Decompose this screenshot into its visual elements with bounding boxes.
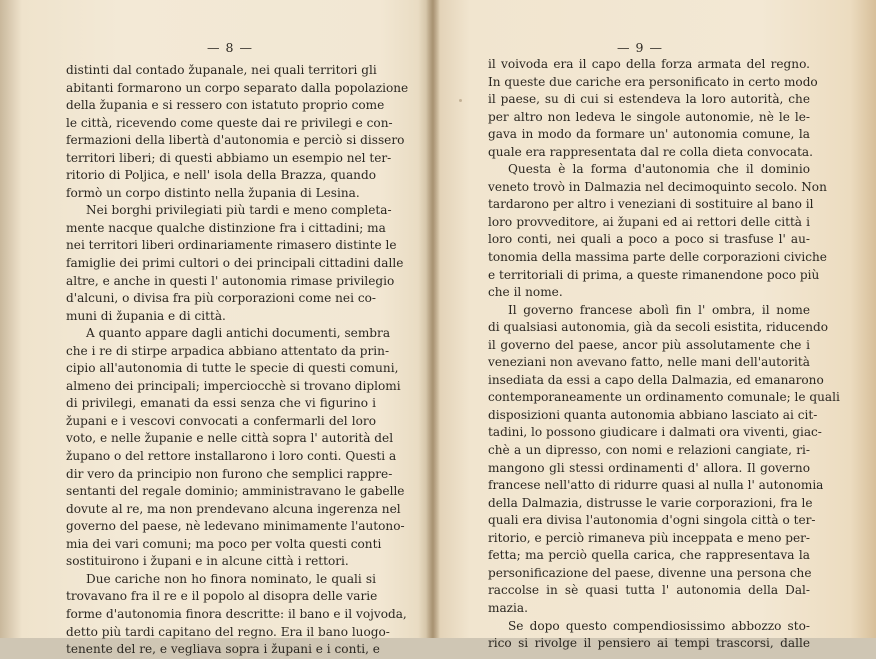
text-line: tardarono per altro i veneziani di sostituire al bano il [488,197,814,212]
text-line: tadini, lo possono giudicare i dalmati ora viventi, giac- [488,425,822,440]
text-line: mangono gli stessi ordinamenti d' allora. Il governo [488,460,810,475]
text-line: voto, e nelle županie e nelle città sopra l' autorità del [66,431,394,446]
text-line: župani e i vescovi convocati a confermarli del loro [66,413,376,428]
text-line: fetta; ma perciò quella carica, che rappresentava la [488,548,810,563]
text-line: insediata da essi a capo della Dalmazia, ed emanarono [488,372,824,387]
text-line: almeno dei principali; imperciocchè si trovano diplomi [66,378,401,393]
text-line: loro provveditore, ai župani ed ai rettori delle città i [488,214,810,229]
text-line: nei territori liberi ordinariamente rimasero distinte le [66,238,397,253]
paper-stain [459,99,462,102]
text-line: forme d'autonomia finora descritte: il bano e il vojvoda, [66,606,407,621]
text-line: territori liberi; di questi abbiamo un esempio nel ter- [66,150,392,165]
text-line: il governo del paese, ancor più assolutamente che i [488,337,810,352]
text-line: trovavano fra il re e il popolo al disopra delle varie [66,589,378,604]
text-line: dovute al re, ma non prendevano alcuna ingerenza nel [66,501,401,516]
text-line: veneto trovò in Dalmazia nel decimoquinto secolo. Non [488,179,827,194]
right-page [432,0,876,651]
text-line: di qualsiasi autonomia, già da secoli esistita, riducendo [488,320,829,335]
text-line: tonomia della massima parte delle corporazioni civiche [488,250,827,265]
page-number-right: — 9 — [617,40,663,55]
text-line: tenente del re, e vegliava sopra i župani e i conti, e [66,642,380,657]
text-line: della Dalmazia, distrusse le varie corporazioni, fra le [488,495,813,510]
text-line: muni di župania e di città. [66,308,226,323]
text-line: veneziani non avevano fatto, nelle mani dell'autorità [488,355,810,370]
text-line: Se dopo questo compendiosissimo abbozzo sto- [508,618,810,633]
text-line: personificazione del paese, divenne una persona che [488,565,812,580]
text-line: chè a un dipresso, con nomi e relazioni cangiate, ri- [488,443,810,458]
left-page-body [66,62,409,659]
text-line: loro conti, nei quali a poco a poco si trasfuse l' au- [488,232,810,247]
text-line: quali era divisa l'autonomia d'ogni singola città o ter- [488,513,816,528]
text-line: e territoriali di prima, a queste rimanendone poco più [488,267,820,282]
text-line: detto più tardi capitano del regno. Era il bano luogo- [66,624,390,639]
text-line: Nei borghi privilegiati più tardi e meno completa- [86,203,392,218]
text-line: Il governo francese abolì fin l' ombra, il nome [508,302,810,317]
text-line: governo del paese, nè ledevano minimamente l'autono- [66,519,405,534]
text-line: ritorio di Poljica, e nell' isola della Brazza, quando [66,168,376,183]
text-line: sostituirono i župani e in alcune città i rettori. [66,554,349,569]
left-page [0,0,432,657]
text-line: quale era rappresentata dal re colla dieta convocata. [488,144,813,159]
text-line: fermazioni della libertà d'autonomia e perciò si dissero [66,133,405,148]
text-line: formò un corpo distinto nella župania di Lesina. [66,185,360,200]
text-line: della župania e si ressero con istatuto proprio come [66,98,385,113]
text-line: per altro non ledeva le singole autonomie, nè le le- [488,109,810,124]
text-line: disposizioni quanta autonomia abbiano lasciato ai cit- [488,407,818,422]
right-page-body [488,56,840,653]
text-line: mente nacque qualche distinzione fra i cittadini; ma [66,220,386,235]
text-line: che i re di stirpe arpadica abbiano attentato da prin- [66,343,390,358]
text-line: rico si rivolge il pensiero ai tempi trascorsi, dalle [488,636,810,651]
text-line: famiglie dei primi cultori o dei principali cittadini dalle [66,256,404,271]
text-line: cipio all'autonomia di tutte le specie di questi comuni, [66,361,399,376]
text-line: il paese, su di cui si estendeva la loro autorità, che [488,92,810,107]
text-line: le città, ricevendo come queste dai re privilegi e con- [66,115,393,130]
text-line: raccolse in sè quasi tutta l' autonomia della Dal- [488,583,810,598]
text-line: Questa è la forma d'autonomia che il dominio [508,162,810,177]
text-line: dir vero da principio non furono che semplici rappre- [66,466,393,481]
page-number-left: — 8 — [207,40,253,55]
text-line: il voivoda era il capo della forza armata del regno. [488,57,810,71]
text-line: In queste due cariche era personificato in certo modo [488,74,818,89]
text-line: abitanti formarono un corpo separato dalla popolazione [66,80,409,95]
text-line: Due cariche non ho finora nominato, le quali si [86,571,376,586]
text-line: francese nell'atto di ridurre quasi al nulla l' autonomia [488,478,824,493]
text-line: mazia. [488,600,528,615]
text-line: d'alcuni, o divisa fra più corporazioni come nei co- [66,291,376,306]
text-line: che il nome. [488,285,563,300]
text-line: distinti dal contado županale, nei quali territori gli [66,63,377,77]
text-line: župano o del rettore installarono i loro conti. Questi a [66,449,397,464]
text-line: altre, e anche in questi l' autonomia rimase privilegio [66,273,395,288]
paper-stain [360,420,362,422]
text-line: contemporaneamente un ordinamento comunale; le quali [488,390,840,405]
text-line: mia dei vari comuni; ma poco per volta questi conti [66,536,382,551]
text-line: sentanti del regale dominio; amministravano le gabelle [66,484,405,499]
text-line: di privilegi, emanati da essi senza che vi figurino i [66,396,376,411]
text-line: gava in modo da formare un' autonomia comune, la [488,127,810,142]
text-line: A quanto appare dagli antichi documenti, sembra [86,326,391,341]
text-line: ritorio, e perciò rimaneva più inceppata e meno per- [488,530,810,545]
